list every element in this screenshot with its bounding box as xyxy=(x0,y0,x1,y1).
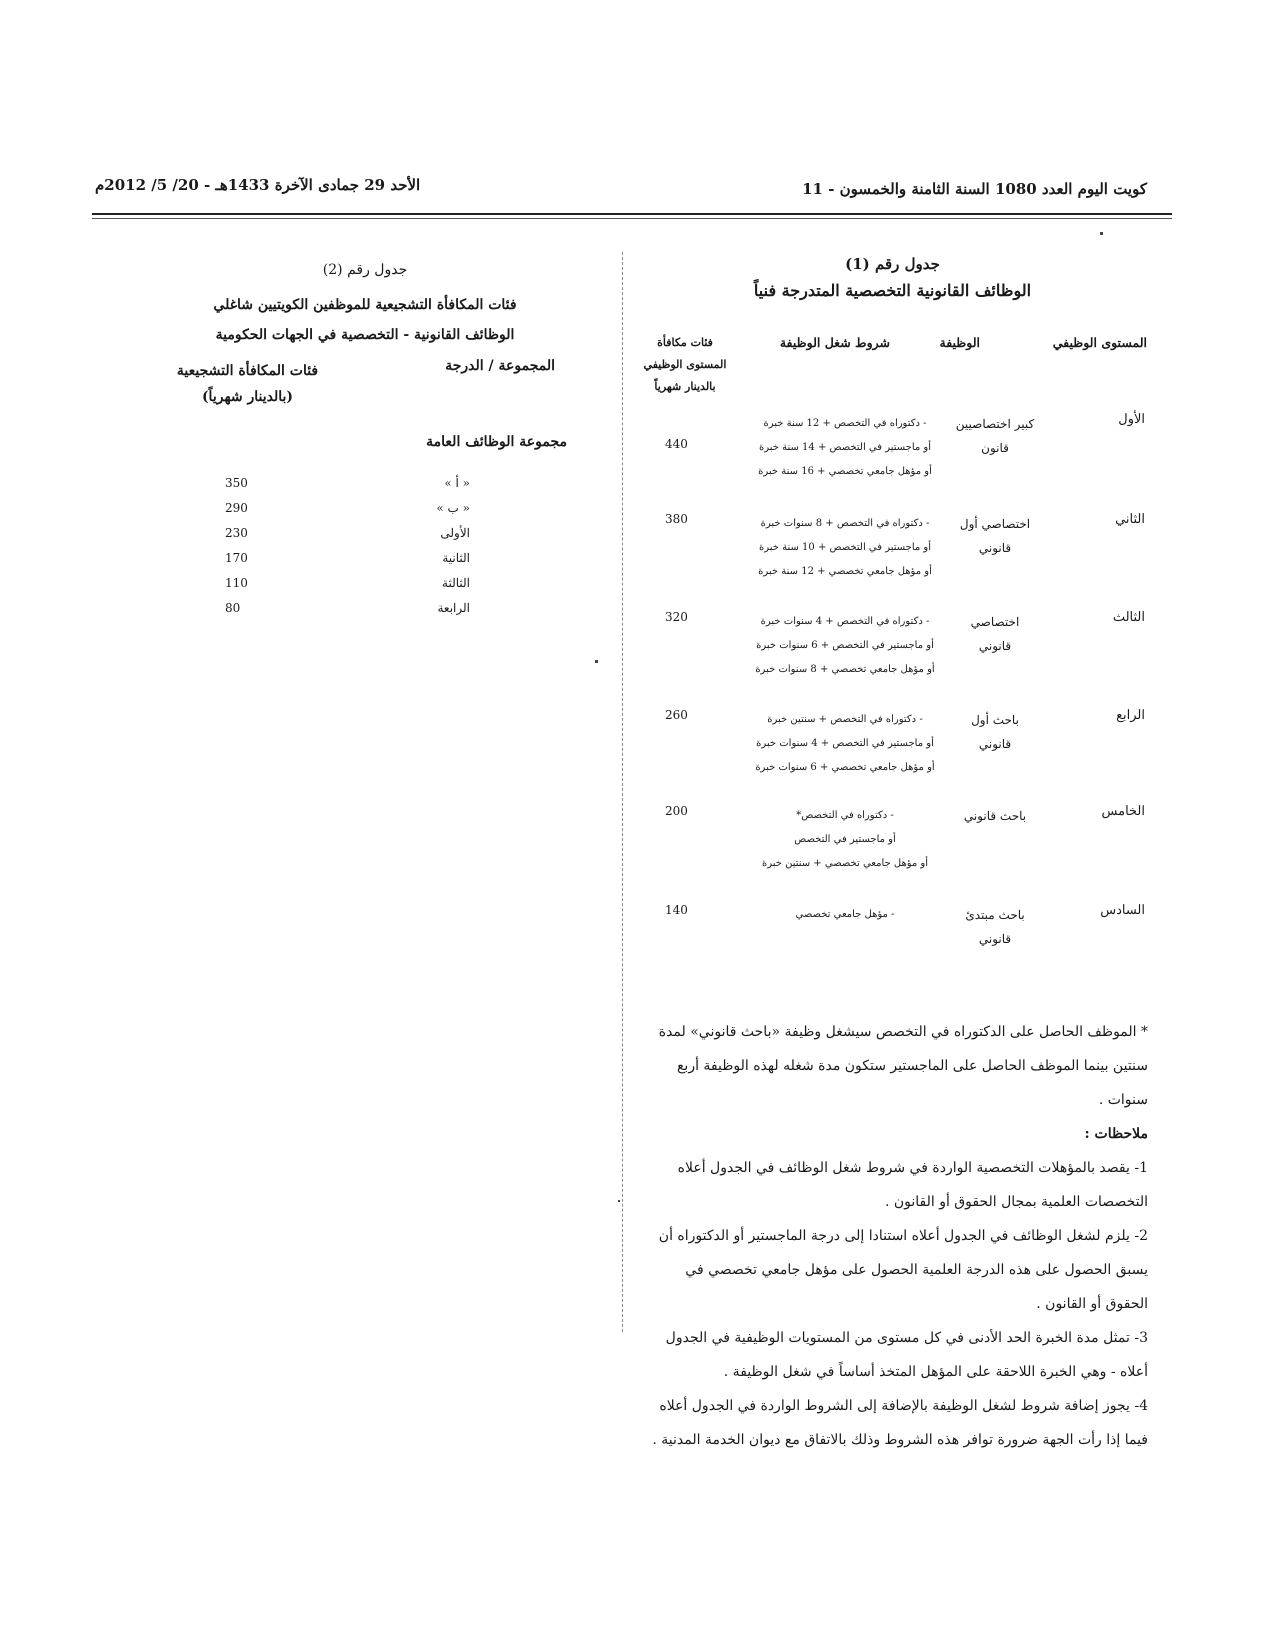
column-divider xyxy=(622,252,623,1332)
table2-grade: الأولى xyxy=(440,526,470,540)
table1-level: الثاني xyxy=(1115,512,1145,527)
table1-conditions xyxy=(745,512,945,584)
scan-speck xyxy=(595,660,598,663)
condition-line: - دكتوراه في التخصص + 8 سنوات خبرة xyxy=(760,518,930,529)
table1-level: السادس xyxy=(1100,903,1145,918)
table1-level: الأول xyxy=(1118,412,1145,427)
table2-title xyxy=(180,290,550,350)
scan-speck xyxy=(618,1200,620,1202)
header-date: الأحد 29 جمادى الآخرة 1433هـ - 20/ 5/ 2012م xyxy=(95,176,421,194)
table2-row xyxy=(200,601,540,625)
condition-line: أو ماجستير في التخصص + 10 سنة خبرة xyxy=(758,542,932,553)
table1-conditions xyxy=(745,412,945,484)
condition-line: - دكتوراه في التخصص + 4 سنوات خبرة xyxy=(760,616,930,627)
scan-speck xyxy=(1100,232,1103,235)
condition-line: أو ماجستير في التخصص + 6 سنوات خبرة xyxy=(756,640,934,651)
note-item: 1- يقصد بالمؤهلات التخصصية الواردة في شروط شغل الوظائف في الجدول أعلاه التخصصات العلمية بمجال الحقوق أو القانون . xyxy=(677,1160,1148,1210)
table2-number: جدول رقم (2) xyxy=(322,262,408,278)
note-item: 3- تمثل مدة الخبرة الحد الأدنى في كل مستوى من المستويات الوظيفية في الجدول أعلاه - وهي الخبرة اللاحقة على المؤهل المتخذ أساساً في شغل الوظيفة . xyxy=(665,1330,1148,1380)
table1-row xyxy=(640,512,1145,612)
table1-title: الوظائف القانونية التخصصية المتدرجة فنياً xyxy=(753,281,1032,300)
table2-section-title: مجموعة الوظائف العامة xyxy=(426,434,567,450)
notes-heading: ملاحظات : xyxy=(1084,1126,1148,1142)
table1-header-job: الوظيفة xyxy=(939,335,980,350)
table1-level: الخامس xyxy=(1101,804,1145,819)
table2-title-line: الوظائف القانونية - التخصصية في الجهات الحكومية xyxy=(215,327,515,343)
table2-value: 80 xyxy=(225,601,241,615)
header-rule-thin xyxy=(92,218,1172,219)
table1-job: باحث قانوني xyxy=(963,809,1027,823)
table2-value: 290 xyxy=(225,501,248,515)
table1-job: باحث مبتدئ قانوني xyxy=(965,908,1025,946)
table1-conditions xyxy=(745,903,945,927)
table1-row xyxy=(640,412,1145,512)
table1-conditions xyxy=(745,708,945,780)
table2-title-line: فئات المكافأة التشجيعية للموظفين الكويتيين شاغلي xyxy=(213,297,517,313)
table1-job: باحث أول قانوني xyxy=(971,713,1019,751)
condition-line: أو مؤهل جامعي تخصصي + سنتين خبرة xyxy=(761,858,929,869)
table1-conditions xyxy=(745,610,945,682)
table1-header-level: المستوى الوظيفي xyxy=(1052,335,1147,350)
table1-rate: 200 xyxy=(665,804,688,818)
table1-row xyxy=(640,610,1145,710)
table1-rate: 320 xyxy=(665,610,688,624)
table2-value: 110 xyxy=(225,576,248,590)
table1-job: اختصاصي قانوني xyxy=(970,615,1020,653)
table1-rate: 260 xyxy=(665,708,688,722)
table1-job: كبير اختصاصيين قانون xyxy=(955,417,1035,455)
table1-conditions xyxy=(745,804,945,876)
table2-grade: الثالثة xyxy=(442,576,470,590)
table2-value: 230 xyxy=(225,526,248,540)
table1-level: الرابع xyxy=(1116,708,1145,723)
note-item: 4- يجوز إضافة شروط لشغل الوظيفة بالإضافة إلى الشروط الواردة في الجدول أعلاه فيما إذا رأت الجهة ضرورة توافر هذه الشروط وذلك بالاتفاق مع ديوان الخدمة المدنية . xyxy=(652,1398,1148,1448)
table1-row xyxy=(640,903,1145,1003)
condition-line: أو مؤهل جامعي تخصصي + 8 سنوات خبرة xyxy=(755,664,935,675)
condition-line: - دكتوراه في التخصص* xyxy=(796,810,894,821)
condition-line: أو مؤهل جامعي تخصصي + 6 سنوات خبرة xyxy=(755,762,935,773)
condition-line: - مؤهل جامعي تخصصي xyxy=(795,909,895,920)
table1-job: اختصاصي أول قانوني xyxy=(959,517,1031,555)
table2-grade: « ب » xyxy=(436,501,470,515)
table1-rate: 140 xyxy=(665,903,688,917)
header-rule xyxy=(92,213,1172,215)
table2-row xyxy=(200,526,540,550)
table1-number: جدول رقم (1) xyxy=(845,255,940,273)
notes-section xyxy=(640,1015,1148,1457)
table1-rate: 380 xyxy=(665,512,688,526)
condition-line: - دكتوراه في التخصص + 12 سنة خبرة xyxy=(763,418,927,429)
table1-header-conditions: شروط شغل الوظيفة xyxy=(779,335,890,350)
footnote: * الموظف الحاصل على الدكتوراه في التخصص سيشغل وظيفة «باحث قانوني» لمدة سنتين بينما الموظف الحاصل على الماجستير ستكون مدة شغله لهذه الوظيفة أربع سنوات . xyxy=(658,1024,1148,1108)
table1-rate: 440 xyxy=(665,437,688,451)
table2-row xyxy=(200,551,540,575)
table2-grade: الرابعة xyxy=(437,601,470,615)
table1-row xyxy=(640,708,1145,808)
condition-line: أو مؤهل جامعي تخصصي + 16 سنة خبرة xyxy=(758,466,932,477)
table2-value: 350 xyxy=(225,476,248,490)
table2-row xyxy=(200,476,540,500)
condition-line: أو ماجستير في التخصص + 14 سنة خبرة xyxy=(758,442,932,453)
table2-grade: الثانية xyxy=(442,551,470,565)
table1-row xyxy=(640,804,1145,904)
table2-grade: « أ » xyxy=(444,476,470,490)
table2-row xyxy=(200,576,540,600)
table1-header-rate: فئات مكافأة المستوى الوظيفي بالدينار شهرياً xyxy=(643,336,727,393)
table2-header-group: المجموعة / الدرجة xyxy=(445,358,555,374)
table2-row xyxy=(200,501,540,525)
note-item: 2- يلزم لشغل الوظائف في الجدول أعلاه استنادا إلى درجة الماجستير أو الدكتوراه أن يسبق الحصول على هذه الدرجة العلمية الحصول على مؤهل جامعي تخصصي في الحقوق أو القانون . xyxy=(658,1228,1148,1312)
table1-level: الثالث xyxy=(1112,610,1145,625)
header-issue-info: كويت اليوم العدد 1080 السنة الثامنة والخمسون - 11 xyxy=(802,180,1147,198)
condition-line: أو مؤهل جامعي تخصصي + 12 سنة خبرة xyxy=(758,566,932,577)
condition-line: أو ماجستير في التخصص xyxy=(794,834,896,845)
table2-value: 170 xyxy=(225,551,248,565)
condition-line: أو ماجستير في التخصص + 4 سنوات خبرة xyxy=(756,738,934,749)
table2-header-category: فئات المكافأة التشجيعية (بالدينار شهرياً) xyxy=(176,363,319,405)
condition-line: - دكتوراه في التخصص + سنتين خبرة xyxy=(767,714,923,725)
